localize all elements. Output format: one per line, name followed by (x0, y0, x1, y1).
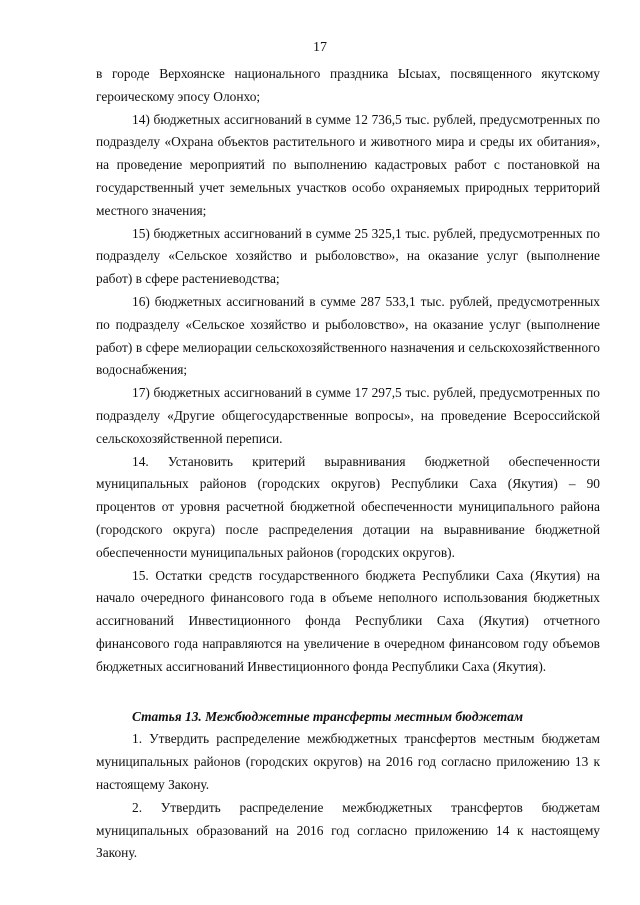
document-body (96, 63, 600, 865)
section-spacer (96, 679, 600, 693)
article-paragraph-1: 1. Утвердить распределение межбюджетных трансфертов местным бюджетам муниципальных районов (городских округов) на 2016 год согласно приложению 13 к настоящему Закону. (96, 731, 600, 792)
article-title: Статья 13. Межбюджетные трансферты местным бюджетам (132, 708, 524, 724)
paragraph-item-15: 15) бюджетных ассигнований в сумме 25 325,1 тыс. рублей, предусмотренных по подразделу «Сельское хозяйство и рыболовство», на оказание услуг (выполнение работ) в сфере растениеводства; (96, 225, 600, 287)
paragraph-clause-14: 14. Установить критерий выравнивания бюджетной обеспеченности муниципальных районов (городских округов) Республики Саха (Якутия) – 90 процентов от уровня расчетной бюджетной обеспеченности муниципального района (городского округа) после распределения дотации на выравнивание бюджетной обеспеченности муниципальных районов (городских округов). (96, 453, 600, 560)
paragraph-continuation: в городе Верхоянске национального праздника Ысыах, посвященного якутскому героическому эпосу Олонхо; (96, 66, 600, 104)
page-number: 17 (313, 40, 327, 55)
paragraph-item-16: 16) бюджетных ассигнований в сумме 287 533,1 тыс. рублей, предусмотренных по подразделу «Сельское хозяйство и рыболовство», на оказание услуг (выполнение работ) в сфере мелиорации сельскохозяйственного назначения и сельскохозяйственного водоснабжения; (96, 293, 600, 378)
article-paragraph-2: 2. Утвердить распределение межбюджетных трансфертов бюджетам муниципальных образований на 2016 год согласно приложению 14 к настоящему Закону. (96, 799, 600, 861)
paragraph-item-14: 14) бюджетных ассигнований в сумме 12 736,5 тыс. рублей, предусмотренных по подразделу «Охрана объектов растительного и животного мира и среды их обитания», на проведение мероприятий по выполнению кадастровых работ с постановкой на государственный учет земельных участков особо охраняемых природных территорий местного значения; (96, 111, 600, 218)
paragraph-item-17: 17) бюджетных ассигнований в сумме 17 297,5 тыс. рублей, предусмотренных по подразделу «Другие общегосударственные вопросы», на проведение Всероссийской сельскохозяйственной переписи. (96, 385, 600, 446)
paragraph-clause-15: 15. Остатки средств государственного бюджета Республики Саха (Якутия) на начало очередного финансового года в объеме неполного использования бюджетных ассигнований Инвестиционного фонда Республики Саха (Якутия) отчетного финансового года направляются на увеличение в очередном финансовом году объемов бюджетных ассигнований Инвестиционного фонда Республики Саха (Якутия). (96, 567, 600, 674)
